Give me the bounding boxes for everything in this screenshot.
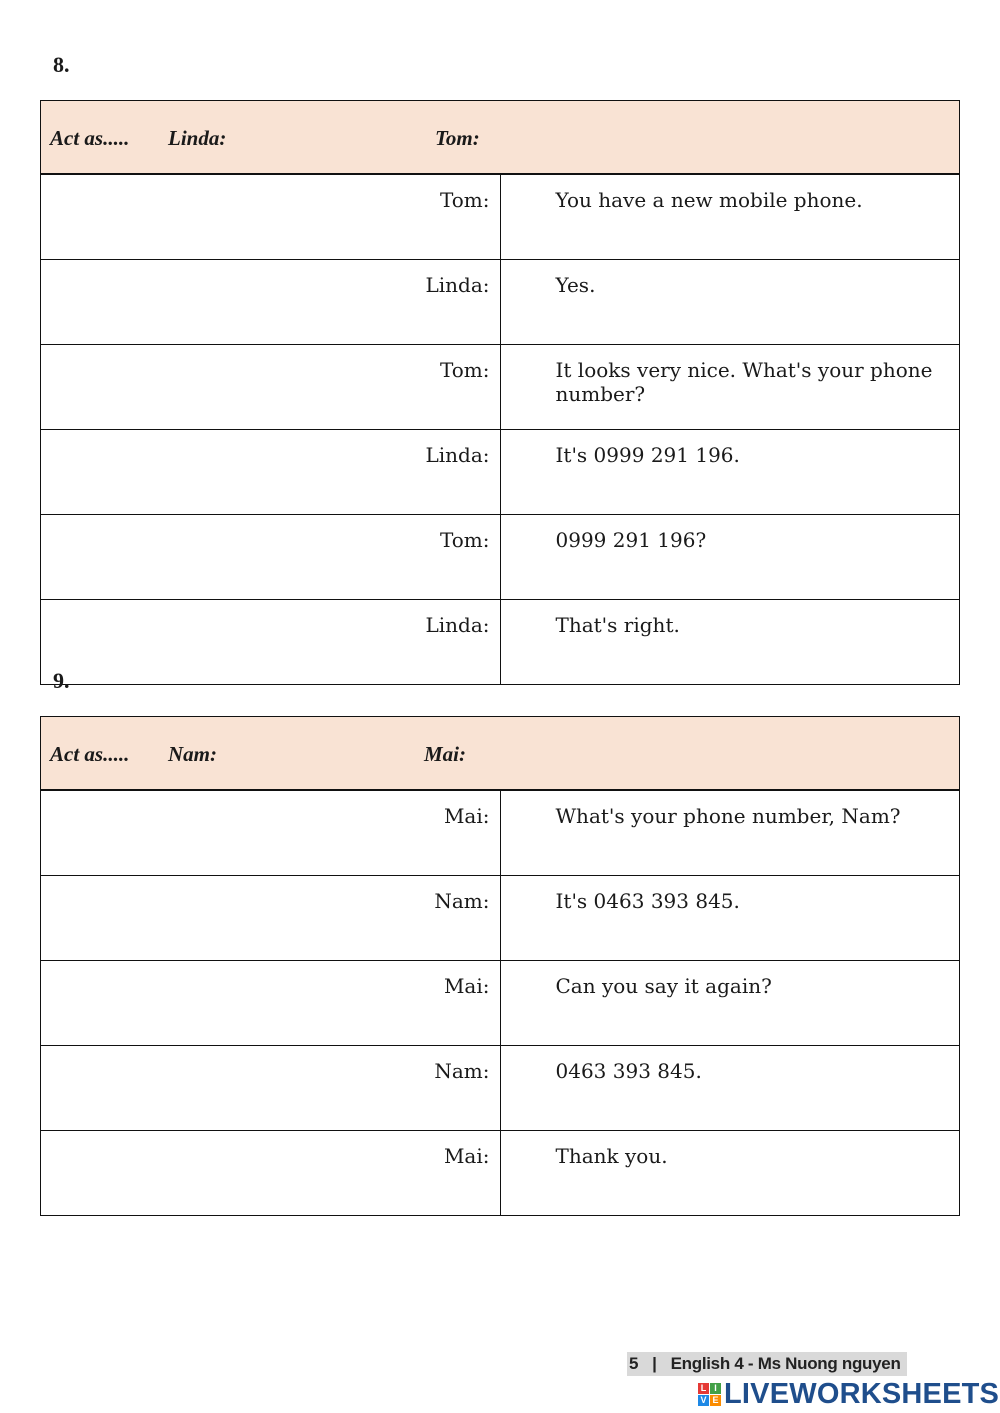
line-text: That's right. (500, 600, 960, 685)
dialogue-table (40, 100, 960, 685)
line-text: It's 0999 291 196. (500, 430, 960, 515)
exercise-number: 9. (53, 668, 70, 693)
speaker-label: Nam: (41, 1046, 501, 1131)
speaker-label: Tom: (41, 174, 501, 260)
logo-letter: V (698, 1395, 709, 1406)
dialogue-line (41, 876, 960, 961)
brand-name: LIVEWORKSHEETS (724, 1377, 1000, 1410)
role-option-a[interactable]: Nam: (168, 742, 217, 766)
logo-letter: E (710, 1395, 721, 1406)
dialogue-line (41, 174, 960, 260)
speaker-label: Tom: (41, 345, 501, 430)
dialogue-line (41, 790, 960, 876)
liveworksheets-brand[interactable] (698, 1378, 999, 1410)
dialogue-line (41, 961, 960, 1046)
speaker-label: Mai: (41, 790, 501, 876)
line-text: 0999 291 196? (500, 515, 960, 600)
speaker-label: Linda: (41, 430, 501, 515)
exercise-number: 8. (53, 52, 70, 77)
speaker-label: Mai: (41, 961, 501, 1046)
line-text: 0463 393 845. (500, 1046, 960, 1131)
line-text: Yes. (500, 260, 960, 345)
speaker-label: Mai: (41, 1131, 501, 1216)
line-text: What's your phone number, Nam? (500, 790, 960, 876)
speaker-label: Tom: (41, 515, 501, 600)
speaker-label: Linda: (41, 600, 501, 685)
dialogue-line (41, 260, 960, 345)
line-text: It looks very nice. What's your phone number? (500, 345, 960, 430)
dialogue-line (41, 430, 960, 515)
role-option-b[interactable]: Mai: (424, 742, 466, 766)
logo-letter: I (710, 1383, 721, 1394)
logo-letter: L (698, 1383, 709, 1394)
dialogue-line (41, 1046, 960, 1131)
act-as-label: Act as..... (50, 742, 130, 766)
dialogue-header-row (41, 717, 960, 791)
line-text: It's 0463 393 845. (500, 876, 960, 961)
speaker-label: Linda: (41, 260, 501, 345)
line-text: You have a new mobile phone. (500, 174, 960, 260)
role-option-b[interactable]: Tom: (435, 126, 480, 150)
dialogue-line (41, 600, 960, 685)
dialogue-line (41, 515, 960, 600)
footer-separator: | (652, 1354, 657, 1373)
line-text: Thank you. (500, 1131, 960, 1216)
liveworksheets-logo-icon (698, 1383, 721, 1406)
dialogue-line (41, 1131, 960, 1216)
course-title: English 4 - Ms Nuong nguyen (670, 1354, 901, 1373)
speaker-label: Nam: (41, 876, 501, 961)
dialogue-table (40, 716, 960, 1216)
dialogue-line (41, 345, 960, 430)
dialogue-header-row (41, 101, 960, 175)
line-text: Can you say it again? (500, 961, 960, 1046)
role-option-a[interactable]: Linda: (168, 126, 227, 150)
act-as-label: Act as..... (50, 126, 130, 150)
page-number: 5 (629, 1354, 639, 1373)
page-footer (627, 1352, 907, 1376)
